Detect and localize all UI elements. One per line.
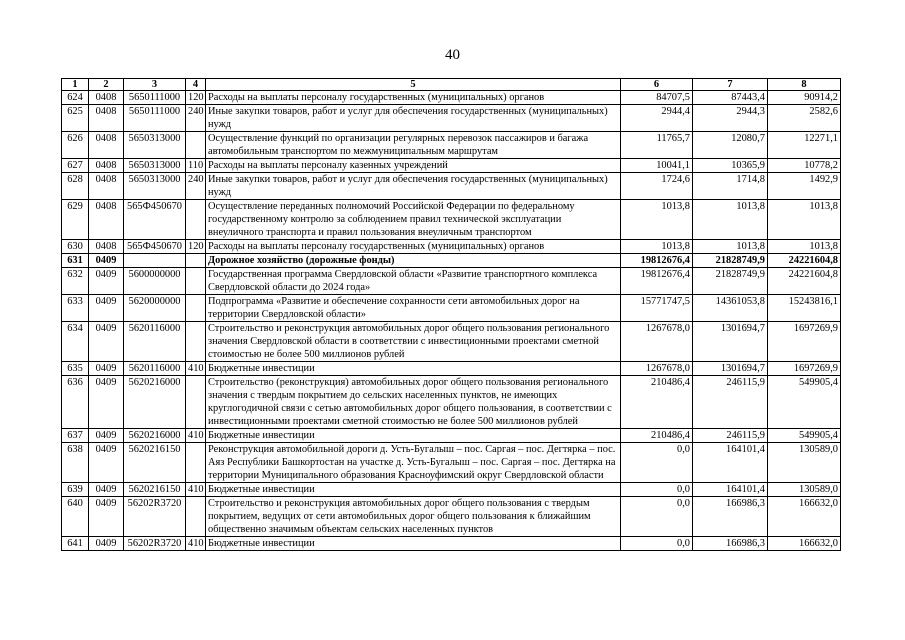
expense-type-cell: 240 (186, 105, 206, 132)
header-cell: 3 (124, 79, 186, 91)
amount-year1-cell: 19812676,4 (621, 254, 693, 268)
amount-year2-cell: 12080,7 (693, 132, 768, 159)
description-cell: Бюджетные инвестиции (206, 483, 621, 497)
header-cell: 6 (621, 79, 693, 91)
row-number-cell: 638 (62, 443, 89, 483)
row-number-cell: 628 (62, 173, 89, 200)
header-row (62, 79, 841, 91)
section-code-cell: 0408 (89, 173, 124, 200)
description-cell: Бюджетные инвестиции (206, 362, 621, 376)
description-cell: Государственная программа Свердловской области «Развитие транспортного комплекса Свердловской области до 2024 года» (206, 268, 621, 295)
target-code-cell: 5620000000 (124, 295, 186, 322)
table-row (62, 254, 841, 268)
target-code-cell: 5620216150 (124, 483, 186, 497)
expense-type-cell (186, 268, 206, 295)
target-code-cell: 565Ф450670 (124, 240, 186, 254)
amount-year2-cell: 1301694,7 (693, 322, 768, 362)
table-row (62, 443, 841, 483)
amount-year2-cell: 21828749,9 (693, 254, 768, 268)
row-number-cell: 640 (62, 497, 89, 537)
amount-year2-cell: 2944,3 (693, 105, 768, 132)
target-code-cell: 5600000000 (124, 268, 186, 295)
amount-year2-cell: 166986,3 (693, 497, 768, 537)
description-cell: Строительство (реконструкция) автомобильных дорог общего пользования регионального значения с твердым покрытием до сельских населенных пунктов, не имеющих круглогодичной связи с сетью автомобильных дорог общего пользования, в соответствии с инвестиционными проектами сметной стоимостью не более 500 миллионов рублей (206, 376, 621, 429)
row-number-cell: 631 (62, 254, 89, 268)
expense-type-cell (186, 322, 206, 362)
header-cell: 1 (62, 79, 89, 91)
row-number-cell: 626 (62, 132, 89, 159)
row-number-cell: 625 (62, 105, 89, 132)
expense-type-cell: 120 (186, 91, 206, 105)
amount-year2-cell: 1714,8 (693, 173, 768, 200)
amount-year1-cell: 210486,4 (621, 429, 693, 443)
amount-year2-cell: 1301694,7 (693, 362, 768, 376)
table-row (62, 173, 841, 200)
row-number-cell: 633 (62, 295, 89, 322)
page-number: 40 (445, 47, 460, 63)
header-cell: 7 (693, 79, 768, 91)
amount-year3-cell: 24221604,8 (768, 254, 841, 268)
description-cell: Иные закупки товаров, работ и услуг для обеспечения государственных (муниципальных) нужд (206, 173, 621, 200)
description-cell: Дорожное хозяйство (дорожные фонды) (206, 254, 621, 268)
table-row (62, 322, 841, 362)
row-number-cell: 624 (62, 91, 89, 105)
table-row (62, 295, 841, 322)
amount-year3-cell: 1013,8 (768, 200, 841, 240)
description-cell: Осуществление переданных полномочий Российской Федерации по федеральному государственному контролю за соблюдением правил технической эксплуатации внеуличного транспорта и правил пользования внеуличным транспортом (206, 200, 621, 240)
table-row (62, 91, 841, 105)
amount-year1-cell: 1013,8 (621, 240, 693, 254)
target-code-cell: 5620216150 (124, 443, 186, 483)
amount-year3-cell: 130589,0 (768, 443, 841, 483)
target-code-cell: 5650313000 (124, 173, 186, 200)
target-code-cell (124, 254, 186, 268)
section-code-cell: 0409 (89, 268, 124, 295)
target-code-cell: 5620216000 (124, 376, 186, 429)
section-code-cell: 0408 (89, 159, 124, 173)
expense-type-cell (186, 254, 206, 268)
expense-type-cell (186, 200, 206, 240)
amount-year2-cell: 1013,8 (693, 200, 768, 240)
expense-type-cell: 410 (186, 429, 206, 443)
section-code-cell: 0409 (89, 443, 124, 483)
target-code-cell: 5650111000 (124, 91, 186, 105)
amount-year2-cell: 246115,9 (693, 429, 768, 443)
expense-type-cell: 410 (186, 483, 206, 497)
section-code-cell: 0409 (89, 362, 124, 376)
target-code-cell: 5650313000 (124, 132, 186, 159)
description-cell: Расходы на выплаты персоналу государственных (муниципальных) органов (206, 240, 621, 254)
row-number-cell: 639 (62, 483, 89, 497)
amount-year2-cell: 164101,4 (693, 443, 768, 483)
amount-year2-cell: 87443,4 (693, 91, 768, 105)
table-row (62, 429, 841, 443)
header-cell: 8 (768, 79, 841, 91)
amount-year3-cell: 130589,0 (768, 483, 841, 497)
amount-year1-cell: 15771747,5 (621, 295, 693, 322)
description-cell: Строительство и реконструкция автомобильных дорог общего пользования регионального значения Свердловской области в соответствии с инвестиционными проектами сметной стоимостью не более 500 миллионов рублей (206, 322, 621, 362)
amount-year3-cell: 10778,2 (768, 159, 841, 173)
description-cell: Бюджетные инвестиции (206, 429, 621, 443)
amount-year3-cell: 1697269,9 (768, 362, 841, 376)
target-code-cell: 565Ф450670 (124, 200, 186, 240)
section-code-cell: 0408 (89, 105, 124, 132)
amount-year1-cell: 1013,8 (621, 200, 693, 240)
expense-type-cell (186, 295, 206, 322)
section-code-cell: 0409 (89, 295, 124, 322)
amount-year2-cell: 166986,3 (693, 537, 768, 551)
table-row (62, 268, 841, 295)
table-row (62, 105, 841, 132)
expense-type-cell: 410 (186, 537, 206, 551)
section-code-cell: 0409 (89, 322, 124, 362)
section-code-cell: 0408 (89, 132, 124, 159)
amount-year3-cell: 166632,0 (768, 537, 841, 551)
section-code-cell: 0409 (89, 497, 124, 537)
header-cell: 4 (186, 79, 206, 91)
row-number-cell: 634 (62, 322, 89, 362)
section-code-cell: 0409 (89, 429, 124, 443)
amount-year1-cell: 0,0 (621, 483, 693, 497)
table-row (62, 240, 841, 254)
amount-year3-cell: 15243816,1 (768, 295, 841, 322)
description-cell: Подпрограмма «Развитие и обеспечение сохранности сети автомобильных дорог на территории Свердловской области» (206, 295, 621, 322)
target-code-cell: 5620216000 (124, 429, 186, 443)
amount-year2-cell: 1013,8 (693, 240, 768, 254)
target-code-cell: 5650313000 (124, 159, 186, 173)
row-number-cell: 627 (62, 159, 89, 173)
expense-type-cell: 410 (186, 362, 206, 376)
amount-year3-cell: 549905,4 (768, 376, 841, 429)
table-row (62, 132, 841, 159)
expense-type-cell: 240 (186, 173, 206, 200)
amount-year2-cell: 21828749,9 (693, 268, 768, 295)
amount-year3-cell: 549905,4 (768, 429, 841, 443)
expense-type-cell (186, 497, 206, 537)
row-number-cell: 641 (62, 537, 89, 551)
amount-year3-cell: 1492,9 (768, 173, 841, 200)
budget-table (61, 78, 841, 551)
amount-year2-cell: 10365,9 (693, 159, 768, 173)
table-row (62, 159, 841, 173)
amount-year1-cell: 0,0 (621, 443, 693, 483)
amount-year1-cell: 10041,1 (621, 159, 693, 173)
amount-year3-cell: 2582,6 (768, 105, 841, 132)
section-code-cell: 0409 (89, 537, 124, 551)
row-number-cell: 630 (62, 240, 89, 254)
amount-year1-cell: 1267678,0 (621, 362, 693, 376)
amount-year1-cell: 2944,4 (621, 105, 693, 132)
target-code-cell: 56202R3720 (124, 497, 186, 537)
section-code-cell: 0409 (89, 254, 124, 268)
target-code-cell: 5650111000 (124, 105, 186, 132)
expense-type-cell: 120 (186, 240, 206, 254)
section-code-cell: 0409 (89, 376, 124, 429)
expense-type-cell: 110 (186, 159, 206, 173)
expense-type-cell (186, 376, 206, 429)
row-number-cell: 629 (62, 200, 89, 240)
description-cell: Осуществление функций по организации регулярных перевозок пассажиров и багажа автомобильным транспортом по межмуниципальным маршрутам (206, 132, 621, 159)
description-cell: Реконструкция автомобильной дороги д. Усть-Бугалыш – пос. Саргая – пос. Дегтярка – пос. Аяз Республики Башкортостан на участке д. Усть-Бугалыш – пос. Саргая – пос. Дегтярка на территории Муниципального образования Красноуфимский округ Свердловской области (206, 443, 621, 483)
target-code-cell: 5620116000 (124, 322, 186, 362)
amount-year2-cell: 246115,9 (693, 376, 768, 429)
table-row (62, 537, 841, 551)
section-code-cell: 0408 (89, 91, 124, 105)
table-row (62, 200, 841, 240)
amount-year3-cell: 1013,8 (768, 240, 841, 254)
section-code-cell: 0408 (89, 240, 124, 254)
section-code-cell: 0408 (89, 200, 124, 240)
header-cell: 5 (206, 79, 621, 91)
amount-year2-cell: 14361053,8 (693, 295, 768, 322)
amount-year1-cell: 1724,6 (621, 173, 693, 200)
table-row (62, 497, 841, 537)
target-code-cell: 5620116000 (124, 362, 186, 376)
amount-year3-cell: 1697269,9 (768, 322, 841, 362)
amount-year1-cell: 1267678,0 (621, 322, 693, 362)
header-cell: 2 (89, 79, 124, 91)
row-number-cell: 635 (62, 362, 89, 376)
table-row (62, 362, 841, 376)
amount-year3-cell: 166632,0 (768, 497, 841, 537)
expense-type-cell (186, 443, 206, 483)
amount-year1-cell: 19812676,4 (621, 268, 693, 295)
section-code-cell: 0409 (89, 483, 124, 497)
description-cell: Расходы на выплаты персоналу государственных (муниципальных) органов (206, 91, 621, 105)
amount-year3-cell: 24221604,8 (768, 268, 841, 295)
description-cell: Строительство и реконструкция автомобильных дорог общего пользования с твердым покрытием, ведущих от сети автомобильных дорог общего пользования к ближайшим общественно значимым объектам сельских населенных пунктов (206, 497, 621, 537)
description-cell: Расходы на выплаты персоналу казенных учреждений (206, 159, 621, 173)
target-code-cell: 56202R3720 (124, 537, 186, 551)
row-number-cell: 637 (62, 429, 89, 443)
amount-year1-cell: 0,0 (621, 497, 693, 537)
amount-year1-cell: 84707,5 (621, 91, 693, 105)
description-cell: Иные закупки товаров, работ и услуг для обеспечения государственных (муниципальных) нужд (206, 105, 621, 132)
amount-year1-cell: 210486,4 (621, 376, 693, 429)
description-cell: Бюджетные инвестиции (206, 537, 621, 551)
amount-year2-cell: 164101,4 (693, 483, 768, 497)
row-number-cell: 636 (62, 376, 89, 429)
amount-year1-cell: 0,0 (621, 537, 693, 551)
amount-year3-cell: 90914,2 (768, 91, 841, 105)
amount-year1-cell: 11765,7 (621, 132, 693, 159)
table-row (62, 483, 841, 497)
amount-year3-cell: 12271,1 (768, 132, 841, 159)
expense-type-cell (186, 132, 206, 159)
table-row (62, 376, 841, 429)
row-number-cell: 632 (62, 268, 89, 295)
